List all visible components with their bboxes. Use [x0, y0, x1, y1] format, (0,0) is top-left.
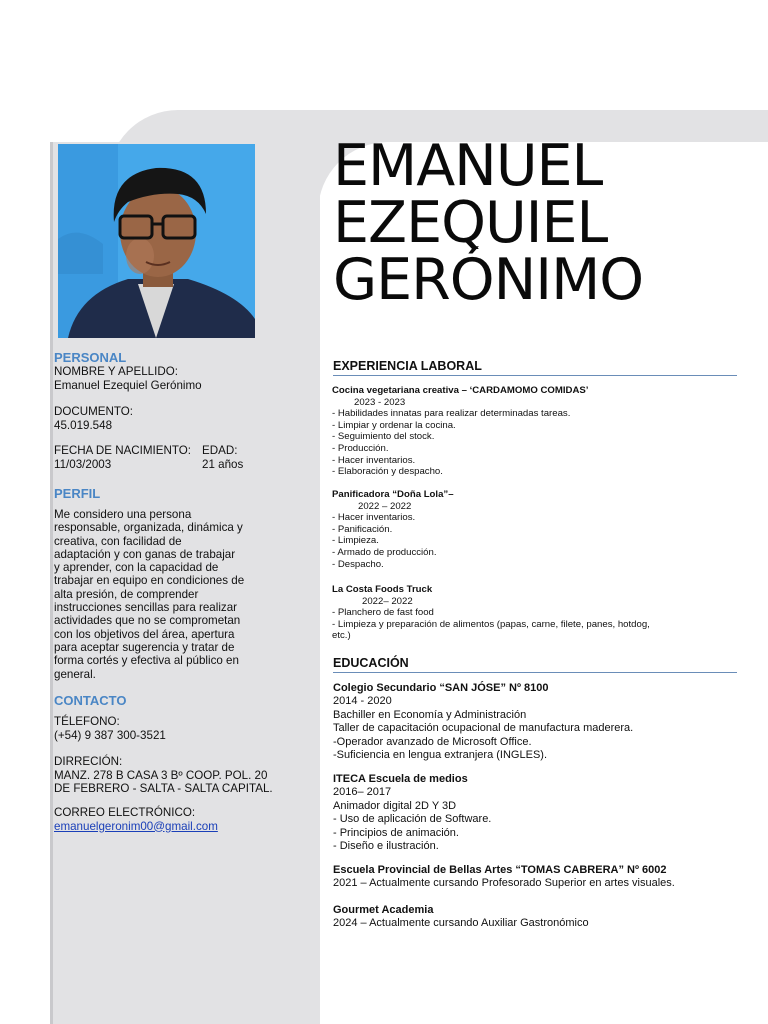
age-value: 21 años — [202, 457, 244, 471]
perfil-text — [54, 508, 274, 681]
perfil-line: trabajar en equipo en condiciones de — [54, 574, 245, 588]
edu-entry — [333, 773, 743, 853]
job-item: - Hacer inventarios. — [332, 512, 416, 524]
perfil-line: alta presión, de comprender — [54, 587, 199, 601]
edu-title: Gourmet Academia — [333, 904, 434, 916]
perfil-line: para aceptar sugerencia y tratar de — [54, 640, 235, 654]
perfil-line: adaptación y con ganas de trabajar — [54, 547, 236, 561]
contacto-heading: CONTACTO — [54, 693, 127, 708]
edu-line: 2016– 2017 — [333, 786, 392, 799]
job-entry — [332, 385, 742, 478]
email-label: CORREO ELECTRÓNICO: — [54, 806, 196, 819]
perfil-line: actividades que no se comprometan — [54, 614, 241, 628]
document-value: 45.019.548 — [54, 418, 113, 432]
perfil-line: y aprender, con la capacidad de — [54, 561, 219, 575]
job-item: - Hacer inventarios. — [332, 454, 416, 466]
edu-entry — [333, 904, 743, 931]
perfil-line: forma cortés y efectiva al público en — [54, 654, 239, 668]
edu-line: - Uso de aplicación de Software. — [333, 813, 492, 826]
job-entry — [332, 489, 742, 570]
name-line: GERÓNIMO — [333, 247, 644, 313]
job-period: 2022– 2022 — [362, 595, 413, 607]
birth-label: FECHA DE NACIMIENTO: — [54, 444, 191, 457]
job-item: - Panificación. — [332, 523, 393, 535]
document-block — [54, 405, 274, 432]
job-item: - Despacho. — [332, 558, 384, 570]
perfil-line: con los objetivos del área, apertura — [54, 627, 235, 641]
birth-age-block — [54, 444, 274, 471]
job-period: 2023 - 2023 — [354, 396, 406, 408]
edu-line: -Suficiencia en lengua extranjera (INGLES). — [333, 749, 547, 762]
edu-line: 2014 - 2020 — [333, 695, 392, 708]
perfil-line: responsable, organizada, dinámica y — [54, 521, 243, 535]
job-item: - Limpieza. — [332, 535, 379, 547]
perfil-line: general. — [54, 667, 96, 681]
job-entry — [332, 584, 742, 642]
educacion-heading: EDUCACIÓN — [333, 656, 737, 673]
job-item: - Seguimiento del stock. — [332, 431, 435, 443]
address-block — [54, 755, 274, 796]
job-item: - Planchero de fast food — [332, 607, 434, 619]
edu-title: Colegio Secundario “SAN JÓSE” Nº 8100 — [333, 682, 549, 694]
edu-entry — [333, 682, 743, 762]
job-title: Panificadora “Doña Lola”– — [332, 489, 454, 500]
address-label: DIRRECIÓN: — [54, 755, 123, 768]
job-item: - Armado de producción. — [332, 546, 437, 558]
phone-value: (+54) 9 387 300-3521 — [54, 728, 166, 742]
experiencia-heading: EXPERIENCIA LABORAL — [333, 359, 737, 376]
job-item: - Habilidades innatas para realizar determinadas tareas. — [332, 408, 571, 420]
perfil-line: Me considero una persona — [54, 508, 192, 521]
edu-line: 2021 – Actualmente cursando Profesorado Superior en artes visuales. — [333, 877, 675, 890]
edu-title: Escuela Provincial de Bellas Artes “TOMAS CABRERA” Nº 6002 — [333, 864, 667, 876]
job-title: Cocina vegetariana creativa – ‘CARDAMOMO COMIDAS’ — [332, 385, 589, 396]
address-line: DE FEBRERO - SALTA - SALTA CAPITAL. — [54, 782, 273, 795]
edu-line: - Principios de animación. — [333, 826, 459, 839]
name-line: EZEQUIEL — [333, 190, 608, 256]
profile-photo — [58, 144, 255, 338]
phone-label: TÉLEFONO: — [54, 715, 120, 728]
job-item: - Elaboración y despacho. — [332, 466, 443, 478]
name-line: EMANUEL — [333, 133, 603, 199]
perfil-line: instrucciones sencillas para realizar — [54, 601, 238, 615]
job-item: - Limpiar y ordenar la cocina. — [332, 419, 456, 431]
edu-line: Animador digital 2D Y 3D — [333, 799, 457, 812]
email-block — [54, 806, 274, 833]
job-item: - Limpieza y preparación de alimentos (papas, carne, filete, panes, hotdog, — [332, 618, 650, 630]
perfil-heading: PERFIL — [54, 486, 101, 501]
job-item: - Producción. — [332, 442, 389, 454]
phone-block — [54, 715, 274, 742]
document-label: DOCUMENTO: — [54, 405, 134, 418]
edu-entry — [333, 864, 743, 891]
job-period: 2022 – 2022 — [358, 500, 412, 512]
address-line: MANZ. 278 B CASA 3 Bº COOP. POL. 20 — [54, 768, 268, 782]
full-name — [333, 133, 644, 313]
job-title: La Costa Foods Truck — [332, 584, 433, 595]
age-block — [202, 444, 243, 471]
name-value: Emanuel Ezequiel Gerónimo — [54, 378, 202, 392]
email-link[interactable]: emanuelgeronim00@gmail.com — [54, 819, 218, 833]
edu-title: ITECA Escuela de medios — [333, 773, 468, 785]
edu-line: Bachiller en Economía y Administración — [333, 708, 527, 721]
perfil-line: creativa, con facilidad de — [54, 534, 182, 548]
edu-line: 2024 – Actualmente cursando Auxiliar Gastronómico — [333, 917, 589, 930]
job-item: etc.) — [332, 630, 351, 642]
name-label: NOMBRE Y APELLIDO: — [54, 365, 178, 378]
age-label: EDAD: — [202, 444, 238, 457]
personal-section — [54, 365, 274, 392]
edu-line: Taller de capacitación ocupacional de manufactura maderera. — [333, 722, 634, 735]
personal-heading: PERSONAL — [54, 350, 127, 365]
birth-value: 11/03/2003 — [54, 457, 112, 471]
edu-line: -Operador avanzado de Microsoft Office. — [333, 735, 532, 748]
edu-line: - Diseño e ilustración. — [333, 840, 439, 853]
